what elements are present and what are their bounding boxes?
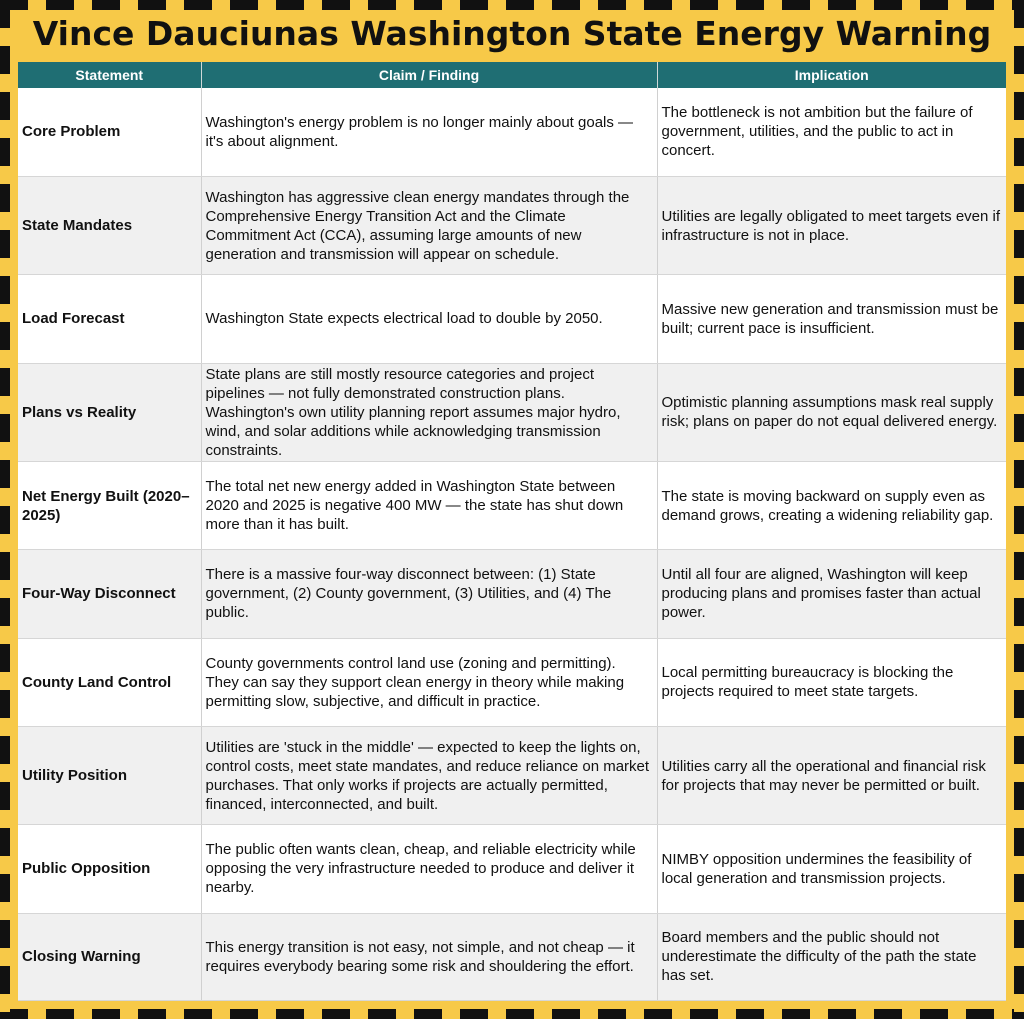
statement-cell: Load Forecast — [18, 275, 201, 363]
dashed-border-right — [1014, 0, 1024, 1019]
energy-warning-table-container — [18, 62, 1006, 1001]
dashed-border-left — [0, 0, 10, 1019]
table-row — [18, 913, 1006, 1000]
statement-cell: County Land Control — [18, 638, 201, 726]
statement-cell: Four-Way Disconnect — [18, 550, 201, 638]
claim-cell: Washington has aggressive clean energy mandates through the Comprehensive Energy Transition Act and the Climate Commitment Act (CCA), assuming large amounts of new generation and transmission will appear on schedule. — [201, 176, 657, 274]
statement-cell: Net Energy Built (2020–2025) — [18, 461, 201, 549]
claim-cell: County governments control land use (zoning and permitting). They can say they support clean energy in theory while making permitting slow, subjective, and difficult in practice. — [201, 638, 657, 726]
claim-cell: The total net new energy added in Washington State between 2020 and 2025 is negative 400 MW — the state has shut down more than it has built. — [201, 461, 657, 549]
statement-cell: Public Opposition — [18, 825, 201, 913]
implication-cell: Massive new generation and transmission must be built; current pace is insufficient. — [657, 275, 1006, 363]
table-row — [18, 825, 1006, 913]
implication-cell: Until all four are aligned, Washington will keep producing plans and promises faster than actual power. — [657, 550, 1006, 638]
implication-cell: NIMBY opposition undermines the feasibility of local generation and transmission projects. — [657, 825, 1006, 913]
claim-cell: Utilities are 'stuck in the middle' — expected to keep the lights on, control costs, meet state mandates, and reduce reliance on market purchases. That only works if projects are actually permitted, financed, interconnected, and built. — [201, 726, 657, 824]
table-row — [18, 638, 1006, 726]
energy-warning-table — [18, 62, 1006, 1001]
statement-cell: Core Problem — [18, 88, 201, 176]
column-header-implication: Implication — [657, 62, 1006, 88]
table-row — [18, 275, 1006, 363]
dashed-border-bottom — [0, 1009, 1024, 1019]
claim-cell: The public often wants clean, cheap, and reliable electricity while opposing the very infrastructure needed to produce and deliver it nearby. — [201, 825, 657, 913]
claim-cell: State plans are still mostly resource categories and project pipelines — not fully demonstrated construction plans. Washington's own utility planning report assumes major hydro, wind, and solar additions while acknowledging transmission constraints. — [201, 363, 657, 461]
table-row — [18, 363, 1006, 461]
claim-cell: Washington State expects electrical load to double by 2050. — [201, 275, 657, 363]
table-row — [18, 550, 1006, 638]
table-row — [18, 461, 1006, 549]
column-header-claim: Claim / Finding — [201, 62, 657, 88]
column-header-statement: Statement — [18, 62, 201, 88]
table-header-row — [18, 62, 1006, 88]
table-row — [18, 88, 1006, 176]
claim-cell: Washington's energy problem is no longer mainly about goals — it's about alignment. — [201, 88, 657, 176]
implication-cell: The state is moving backward on supply even as demand grows, creating a widening reliability gap. — [657, 461, 1006, 549]
statement-cell: State Mandates — [18, 176, 201, 274]
claim-cell: There is a massive four-way disconnect between: (1) State government, (2) County government, (3) Utilities, and (4) The public. — [201, 550, 657, 638]
dashed-border-top — [0, 0, 1024, 10]
table-row — [18, 726, 1006, 824]
statement-cell: Plans vs Reality — [18, 363, 201, 461]
implication-cell: The bottleneck is not ambition but the failure of government, utilities, and the public to act in concert. — [657, 88, 1006, 176]
implication-cell: Utilities carry all the operational and financial risk for projects that may never be permitted or built. — [657, 726, 1006, 824]
table-row — [18, 176, 1006, 274]
statement-cell: Closing Warning — [18, 913, 201, 1000]
implication-cell: Local permitting bureaucracy is blocking the projects required to meet state targets. — [657, 638, 1006, 726]
implication-cell: Board members and the public should not underestimate the difficulty of the path the state has set. — [657, 913, 1006, 1000]
statement-cell: Utility Position — [18, 726, 201, 824]
implication-cell: Optimistic planning assumptions mask real supply risk; plans on paper do not equal delivered energy. — [657, 363, 1006, 461]
claim-cell: This energy transition is not easy, not simple, and not cheap — it requires everybody bearing some risk and shouldering the effort. — [201, 913, 657, 1000]
page-title: Vince Dauciunas Washington State Energy Warning — [32, 14, 992, 53]
implication-cell: Utilities are legally obligated to meet targets even if infrastructure is not in place. — [657, 176, 1006, 274]
